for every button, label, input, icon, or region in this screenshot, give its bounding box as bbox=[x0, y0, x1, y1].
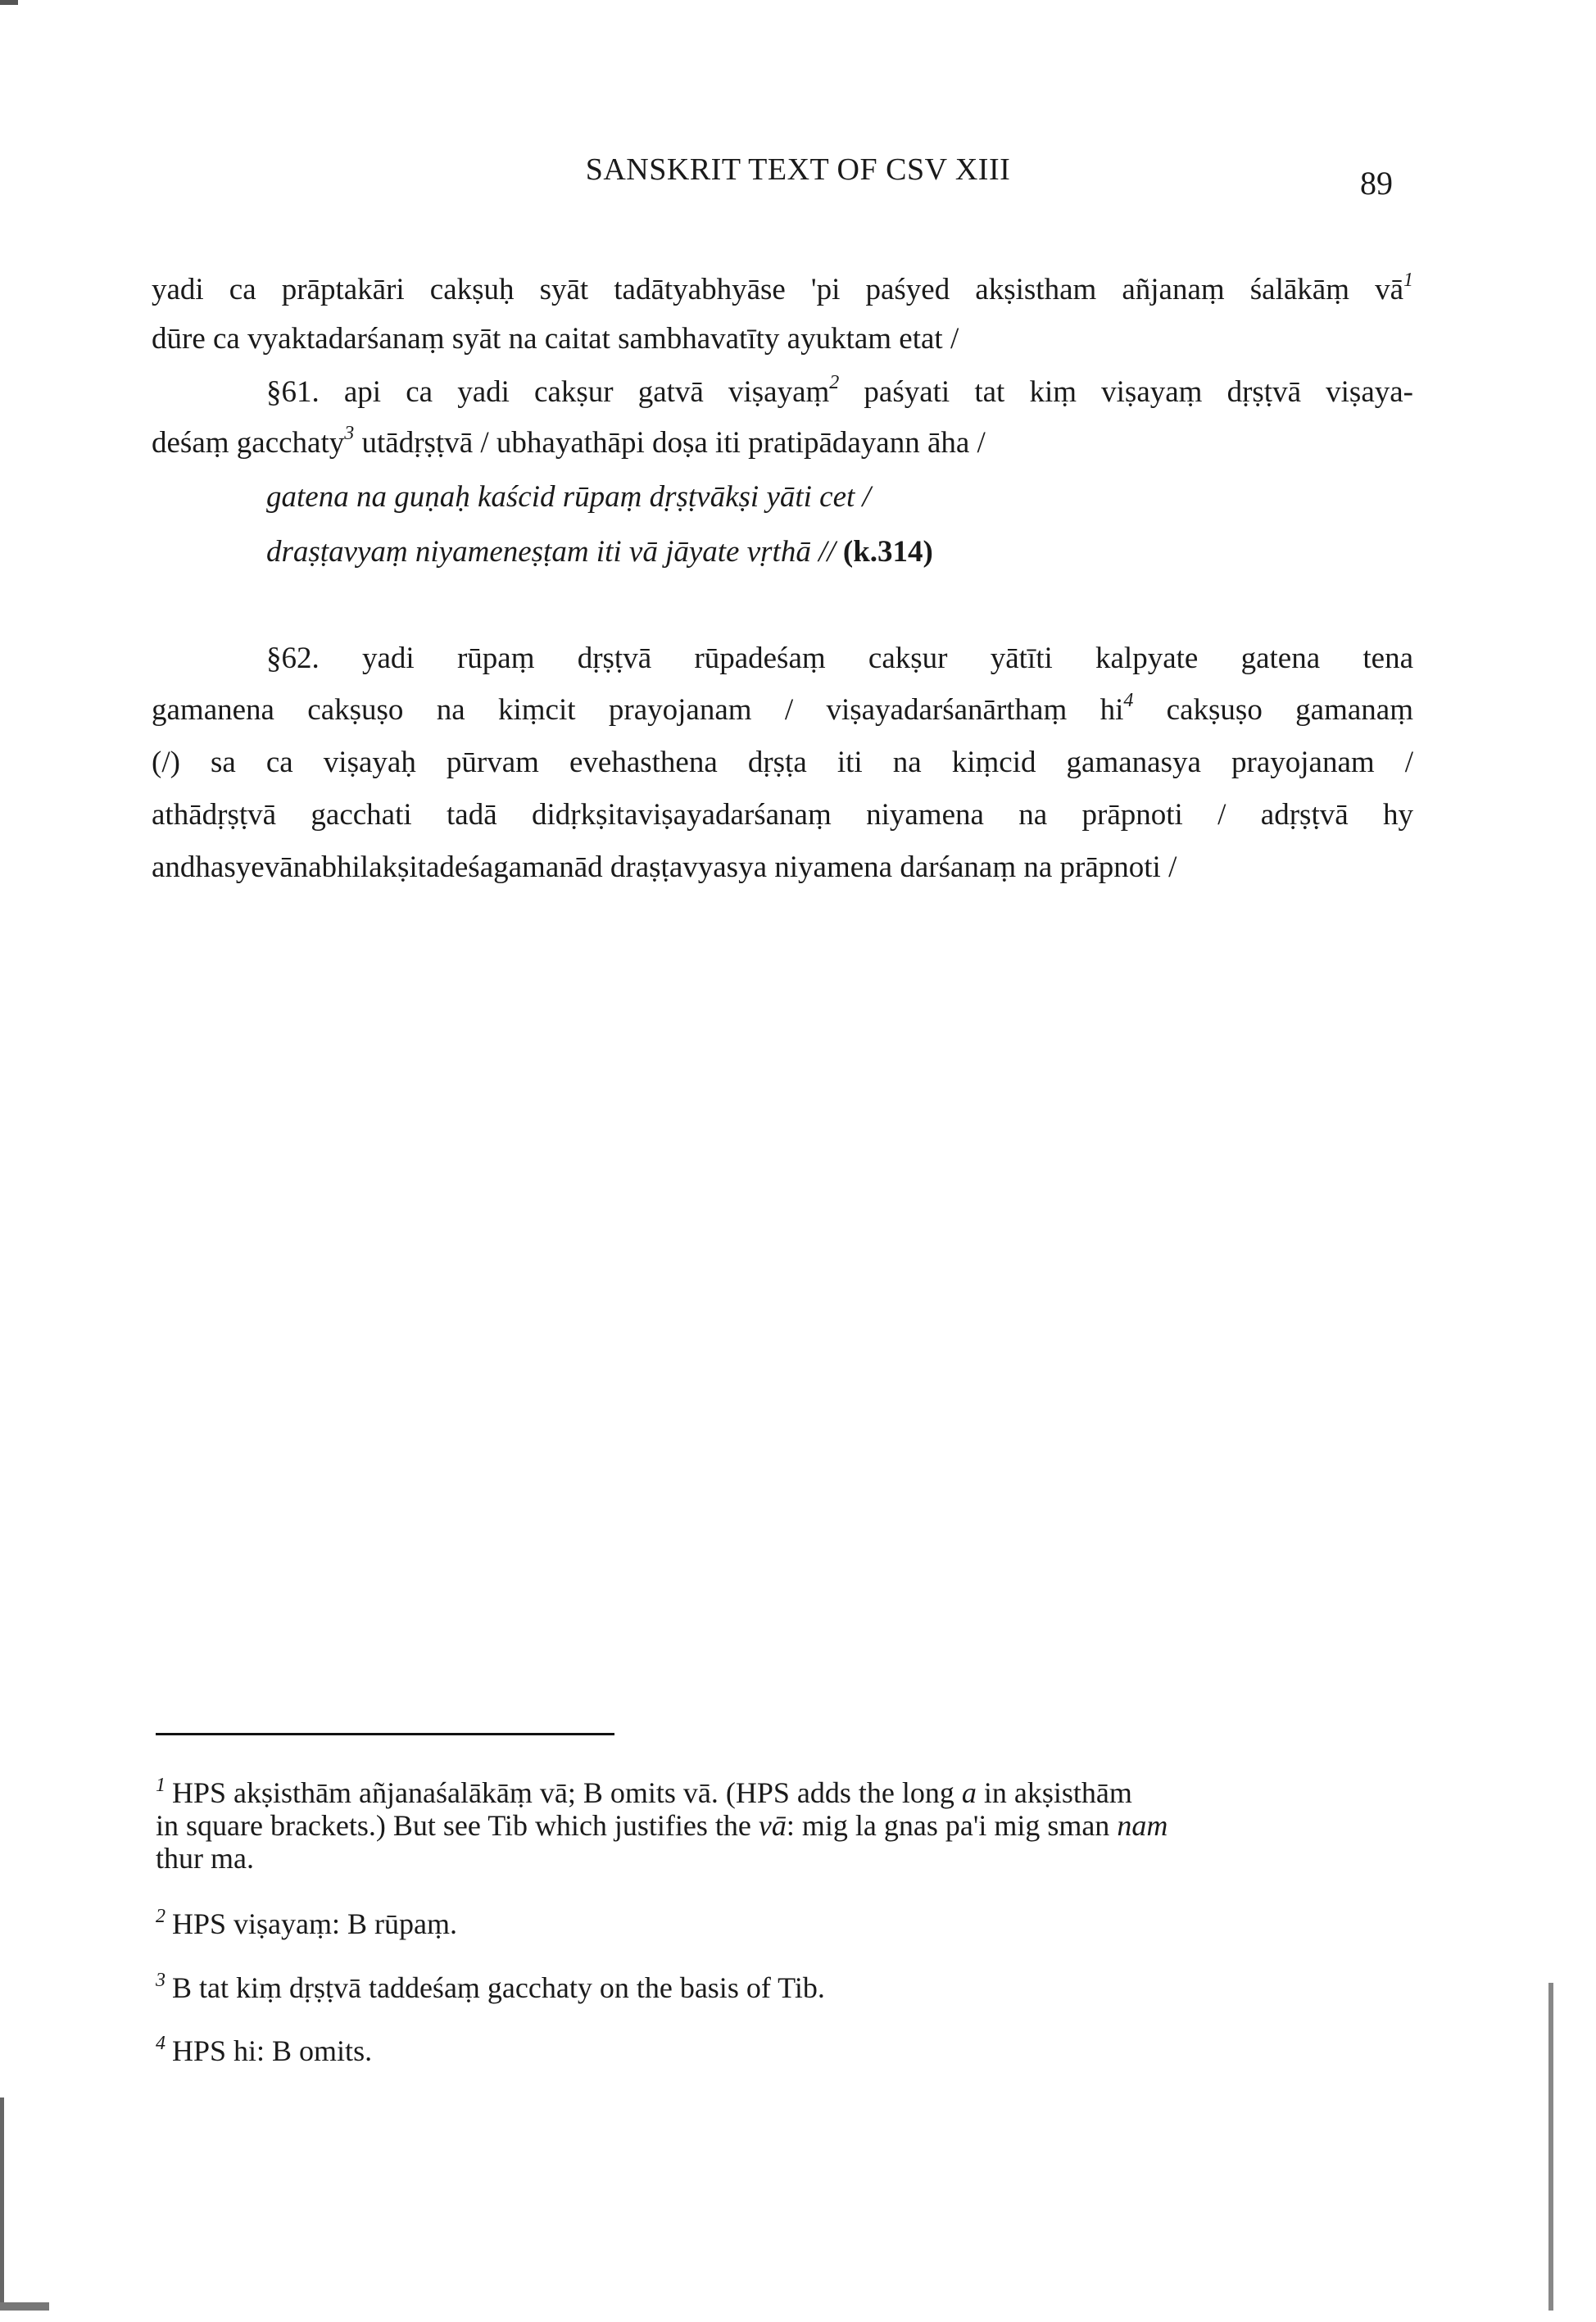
verse-reference: (k.314) bbox=[842, 535, 933, 569]
section62-line3: (/) sa ca viṣayaḥ pūrvam evehasthena dṛṣṭa iti na kiṃcid gamanasya prayojanam / bbox=[152, 746, 1413, 779]
verse-line2: draṣṭavyaṃ niyameneṣṭam iti vā jāyate vṛthā // (k.314) bbox=[266, 535, 933, 569]
scan-artifact-bottom-left bbox=[0, 2302, 49, 2311]
section62-line4: athādṛṣṭvā gacchati tadā didṛkṣitaviṣayadarśanaṃ niyamena na prāpnoti / adṛṣṭvā hy bbox=[152, 798, 1413, 832]
footnote-3: $^3$ B tat kiṃ dṛṣṭvā taddeśaṃ gacchaty on the basis of Tib. bbox=[156, 1970, 825, 2004]
verse-line1: gatena na guṇaḥ kaścid rūpaṃ dṛṣṭvākṣi yāti cet / bbox=[266, 480, 871, 514]
footnote-4: $^4$ HPS hi: B omits. bbox=[156, 2033, 373, 2067]
page-number: 89 bbox=[1360, 165, 1393, 202]
footnote-ref-4: 4 bbox=[1123, 690, 1134, 711]
running-header: SANSKRIT TEXT OF CSV XIII bbox=[585, 152, 1011, 187]
section61-line2: deśaṃ gacchaty$^3$ utādṛṣṭvā / ubhayathāpi doṣa iti pratipādayann āha / bbox=[152, 423, 986, 460]
footnote-1-line2: in square brackets.) But see Tib which justifies the vā: mig la gnas pa'i mig sman nam bbox=[156, 1809, 1168, 1842]
footnote-1-line1: $^1$ HPS akṣisthām añjanaśalākāṃ vā; B omits vā. (HPS adds the long a in akṣisthām bbox=[156, 1775, 1132, 1809]
footnote-2: $^2$ HPS viṣayaṃ: B rūpaṃ. bbox=[156, 1906, 457, 1940]
footnote-separator bbox=[156, 1733, 614, 1735]
footnote-ref-3: 3 bbox=[344, 423, 355, 444]
footnote-number: 4 bbox=[156, 2033, 165, 2054]
section62-line2: gamanena cakṣuṣo na kiṃcit prayojanam / viṣayadarśanārthaṃ $hi^4$ cakṣuṣo gamanaṃ bbox=[152, 690, 1413, 727]
scan-artifact-left-edge bbox=[0, 2098, 4, 2311]
footnote-ref-1: 1 bbox=[1403, 270, 1413, 291]
para1-line2: dūre ca vyaktadarśanaṃ syāt na caitat sambhavatīty ayuktam etat / bbox=[152, 322, 959, 356]
section61-line1: §61. api ca yadi cakṣur gatvā viṣayaṃ$^2$ paśyati tat kiṃ viṣayaṃ dṛṣṭvā viṣaya- bbox=[266, 372, 1413, 409]
scan-artifact-right-edge bbox=[1548, 1983, 1553, 2311]
section62-line1: §62. yadi rūpaṃ dṛṣṭvā rūpadeśaṃ cakṣur yātīti kalpyate gatena tena bbox=[266, 642, 1413, 675]
footnote-1-line3: thur ma. bbox=[156, 1842, 254, 1875]
footnote-number: 3 bbox=[156, 1970, 165, 1991]
para1-line1: yadi ca prāptakāri cakṣuḥ syāt tadātyabhyāse 'pi paśyed akṣistham añjanaṃ śalākāṃ $vā^1$ bbox=[152, 270, 1413, 306]
footnote-number: 2 bbox=[156, 1906, 165, 1927]
scan-artifact-top-left bbox=[0, 0, 18, 5]
footnote-number: 1 bbox=[156, 1775, 165, 1796]
section62-line5: andhasyevānabhilakṣitadeśagamanād draṣṭavyasya niyamena darśanaṃ na prāpnoti / bbox=[152, 850, 1177, 884]
footnote-ref-2: 2 bbox=[829, 372, 840, 393]
